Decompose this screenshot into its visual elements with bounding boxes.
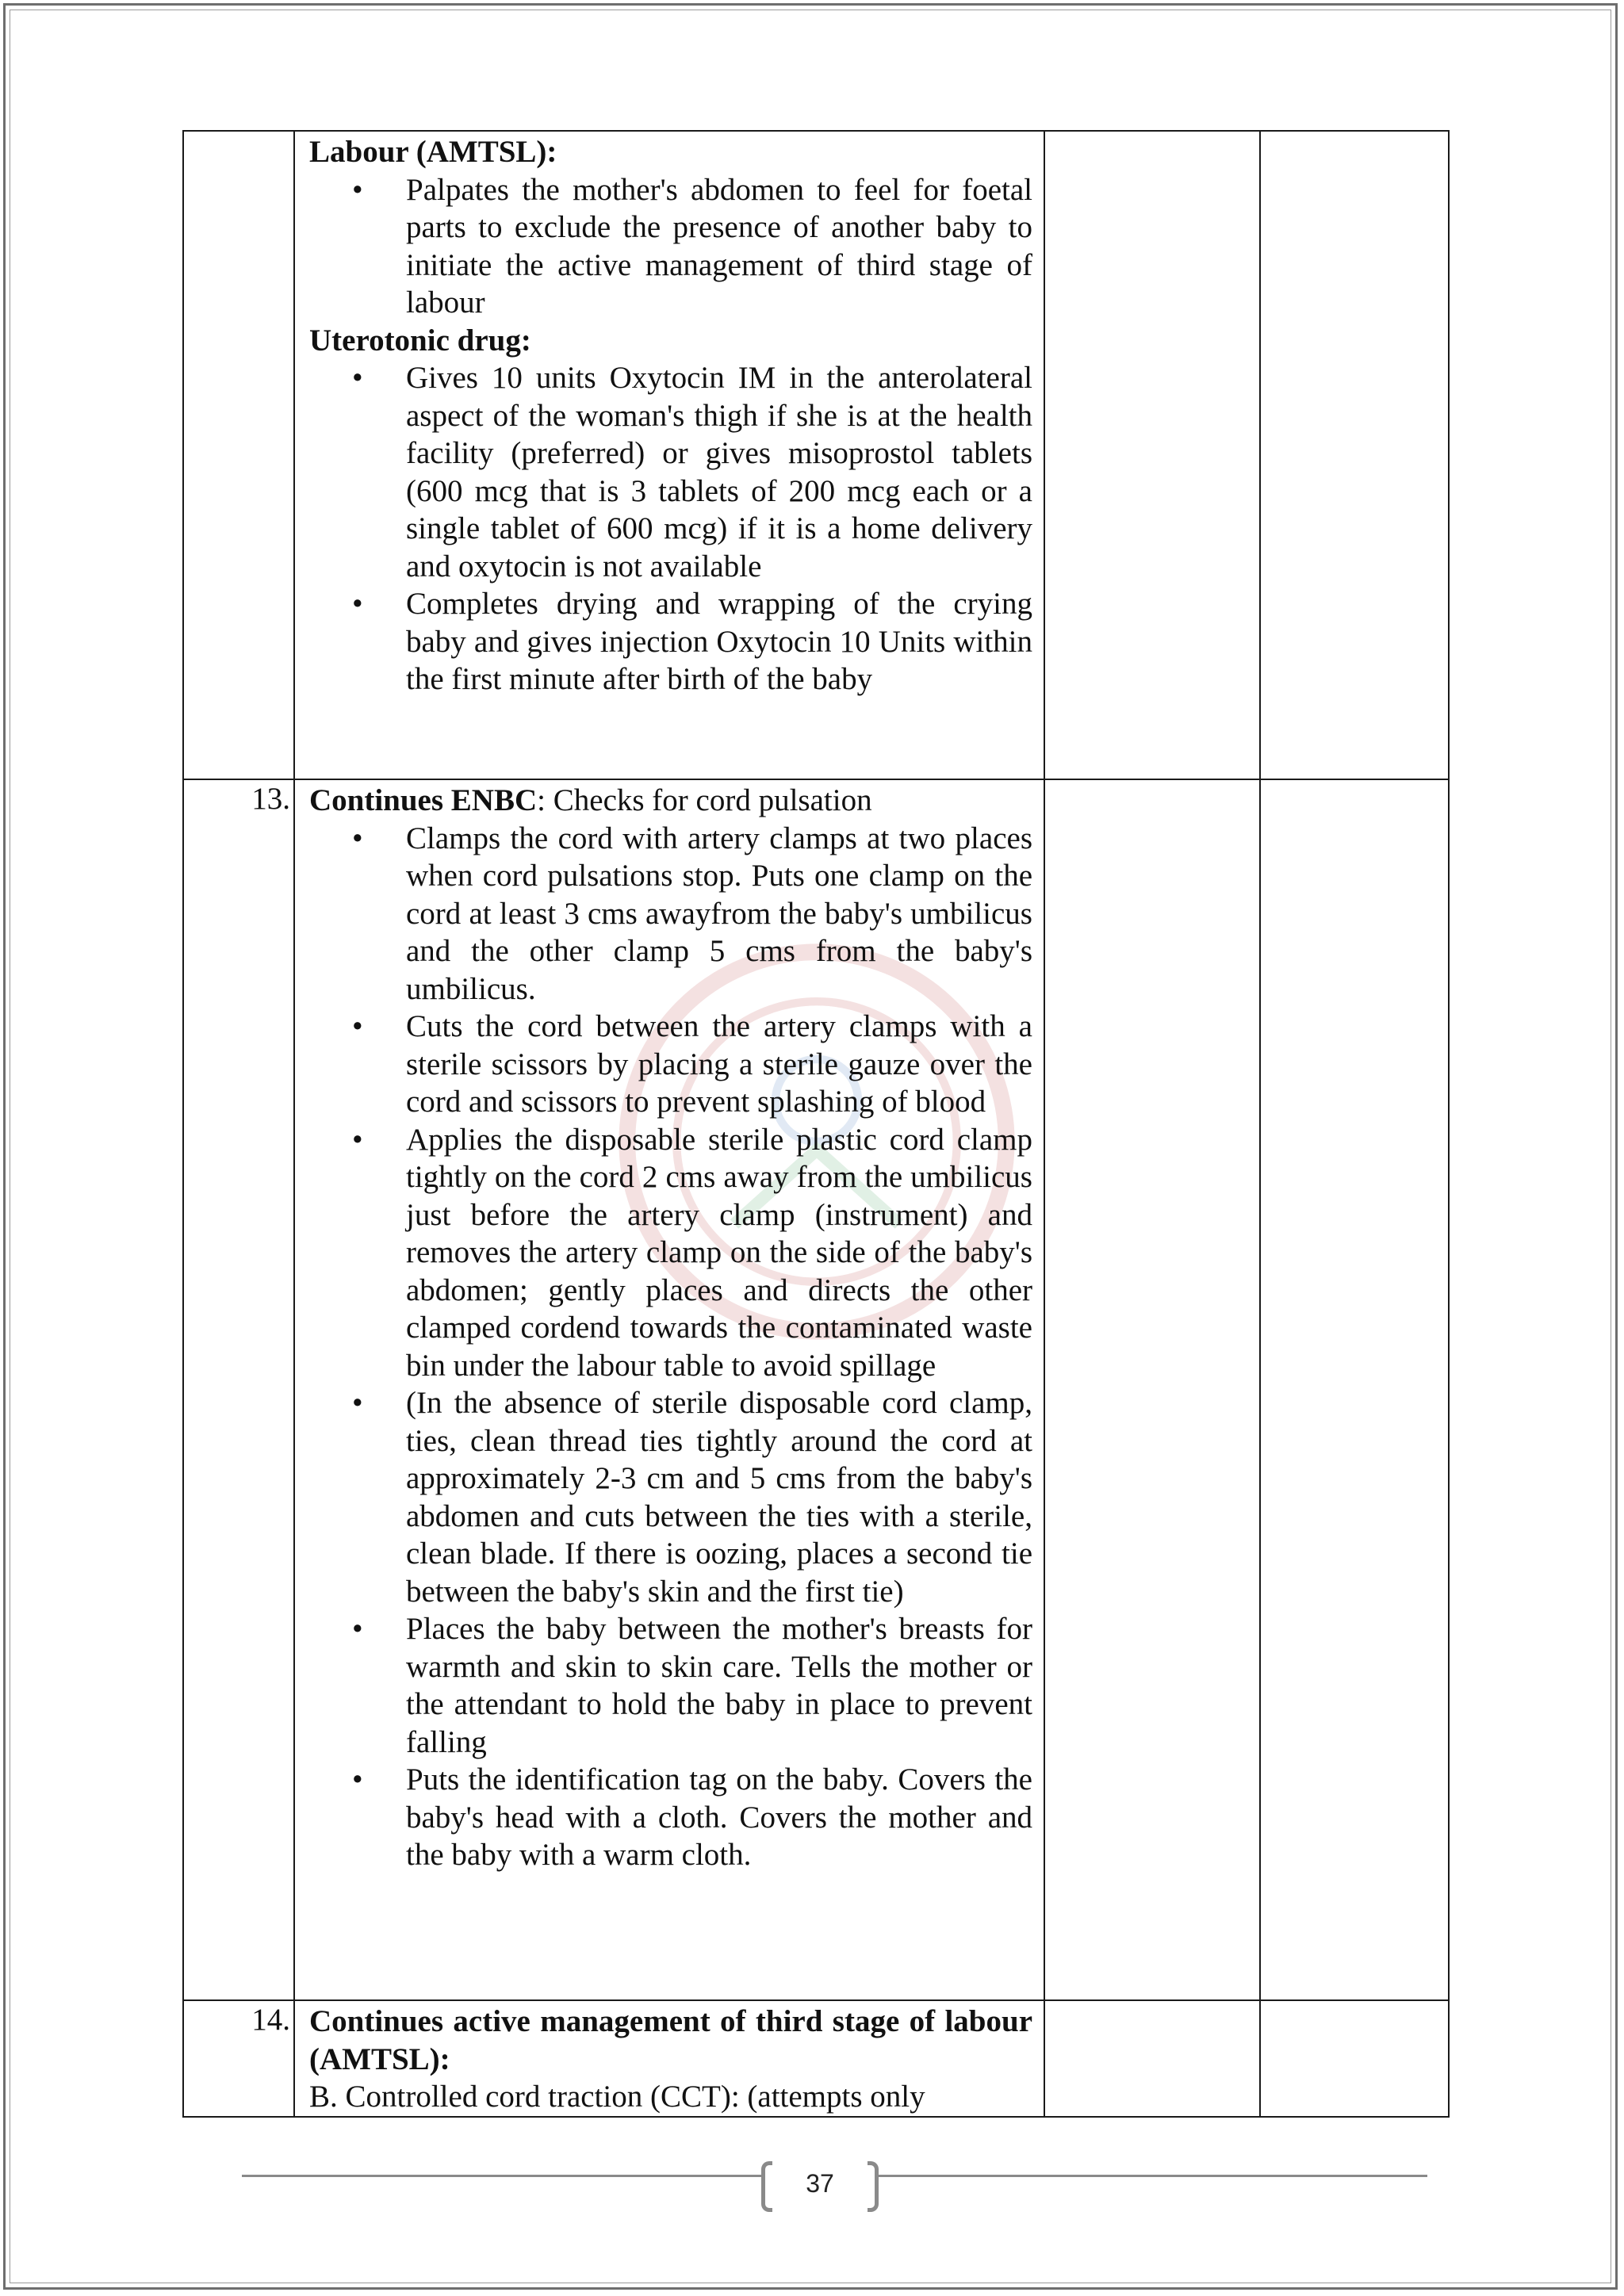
step-heading-line: [309, 782, 1032, 820]
step-heading: Labour (AMTSL):: [309, 135, 557, 169]
remarks-cell: [1260, 779, 1449, 2000]
table-row: [183, 131, 1449, 779]
score-cell: [1044, 2000, 1260, 2117]
row-number: 13.: [183, 779, 294, 2000]
list-item: • Clamps the cord with artery clamps at two places when cord pulsations stop. Puts one clamp on the cord at least 3 cms awayfrom the baby's umbilicus and the other clamp 5 cms from the baby's umbilicus.: [406, 820, 1032, 1008]
list-item: • Palpates the mother's abdomen to feel for foetal parts to exclude the presence of another baby to initiate the active management of third stage of labour: [406, 171, 1032, 322]
bullet-list: [309, 359, 1032, 698]
remarks-cell: [1260, 131, 1449, 779]
list-item: • Applies the disposable sterile plastic cord clamp tightly on the cord 2 cms away from the umbilicus just before the artery clamp (instrument) and removes the artery clamp on the side of the baby's abdomen; gently places and directs the other clamped cordend towards the contaminated waste bin under the labour table to avoid spillage: [406, 1121, 1032, 1385]
step-description: [294, 779, 1044, 2000]
row-number: 14.: [183, 2000, 294, 2117]
page-number-bracket-right: [868, 2161, 879, 2212]
remarks-cell: [1260, 2000, 1449, 2117]
row-number: [183, 131, 294, 779]
list-item: • Puts the identification tag on the baby. Covers the baby's head with a cloth. Covers the mother and the baby with a warm cloth.: [406, 1761, 1032, 1874]
list-item: • Completes drying and wrapping of the crying baby and gives injection Oxytocin 10 Units within the first minute after birth of the baby: [406, 585, 1032, 698]
step-heading-rest: : Checks for cord pulsation: [537, 783, 872, 817]
score-cell: [1044, 779, 1260, 2000]
bullet-list: [309, 820, 1032, 1874]
table-row: [183, 779, 1449, 2000]
footer-rule-left: [242, 2175, 764, 2177]
page-number: 37: [806, 2169, 834, 2198]
step-heading: Continues ENBC: [309, 783, 538, 817]
step-heading: Continues active management of third stage of labour (AMTSL):: [309, 2004, 1032, 2076]
step-subheading: Uterotonic drug:: [309, 323, 531, 358]
table-row: [183, 2000, 1449, 2117]
step-description: [294, 2000, 1044, 2117]
footer-rule-right: [878, 2175, 1427, 2177]
list-item: • Places the baby between the mother's breasts for warmth and skin to skin care. Tells the mother or the attendant to hold the baby in place to prevent falling: [406, 1610, 1032, 1761]
step-text: B. Controlled cord traction (CCT): (attempts only: [309, 2080, 925, 2114]
bullet-list: [309, 171, 1032, 322]
step-description: [294, 131, 1044, 779]
list-item: • Gives 10 units Oxytocin IM in the anterolateral aspect of the woman's thigh if she is at the health facility (preferred) or gives misoprostol tablets (600 mcg that is 3 tablets of 200 mcg each or a single tablet of 600 mcg) if it is a home delivery and oxytocin is not available: [406, 359, 1032, 585]
list-item: • Cuts the cord between the artery clamps with a sterile scissors by placing a sterile gauze over the cord and scissors to prevent splashing of blood: [406, 1008, 1032, 1121]
score-cell: [1044, 131, 1260, 779]
page-number-bracket-left: [761, 2161, 772, 2212]
list-item: • (In the absence of sterile disposable cord clamp, ties, clean thread ties tightly around the cord at approximately 2-3 cm and 5 cms from the baby's abdomen and cuts between the ties with a sterile, clean blade. If there is oozing, places a second tie between the baby's skin and the first tie): [406, 1384, 1032, 1610]
checklist-table: [182, 130, 1450, 2118]
